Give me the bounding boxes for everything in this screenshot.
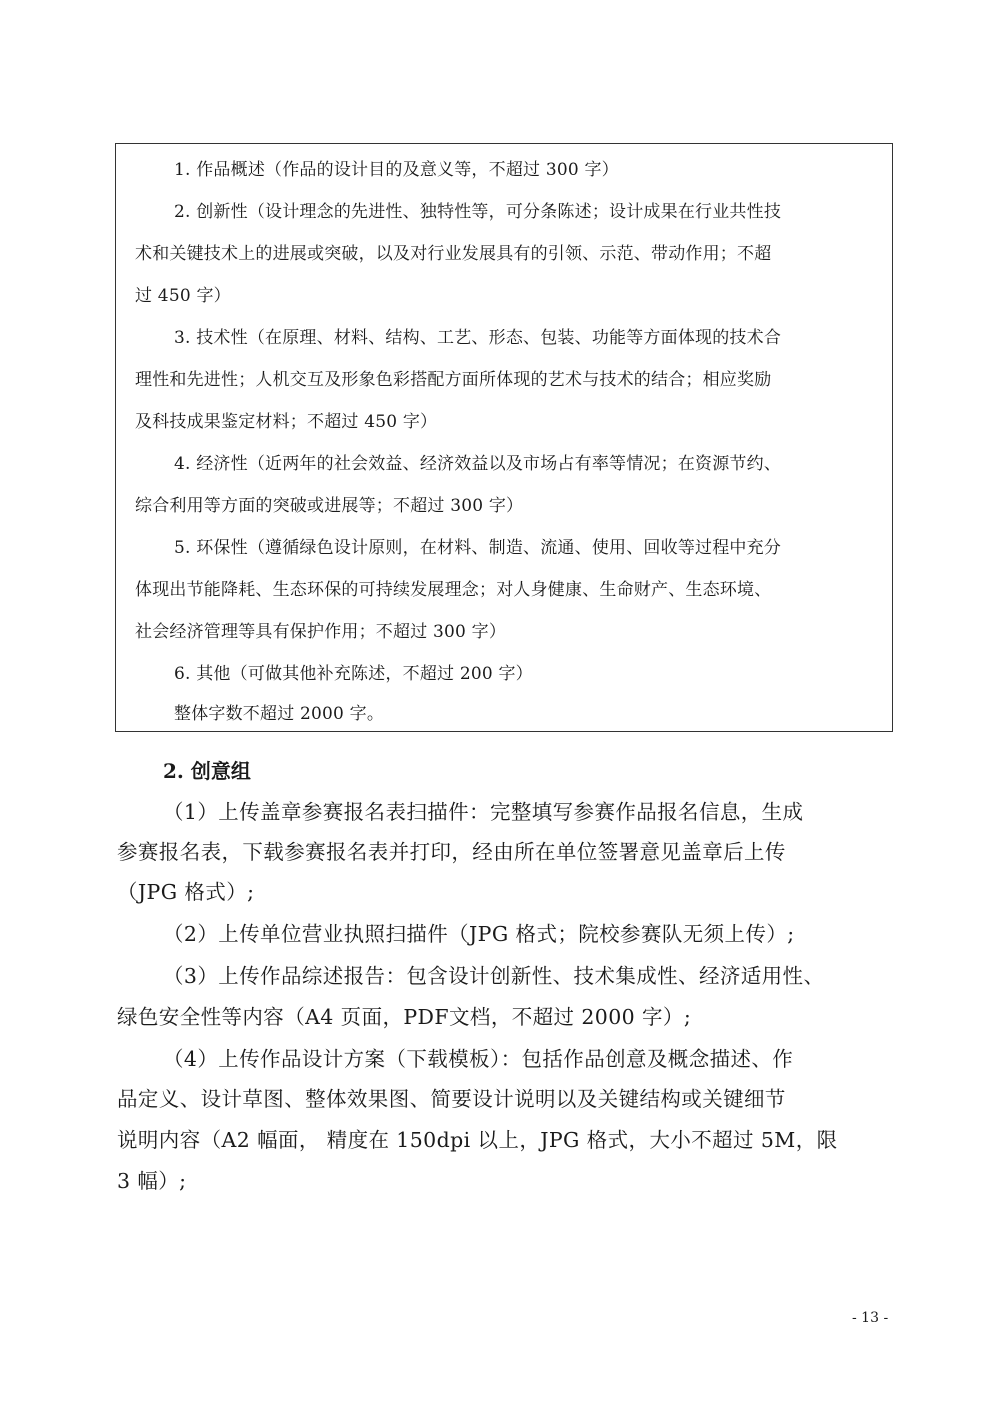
section-line-9: 说明内容（A2 幅面， 精度在 150dpi 以上，JPG 格式，大小不超过 5M，限 — [117, 1128, 838, 1152]
box-line-8: 4. 经济性（近两年的社会效益、经济效益以及市场占有率等情况；在资源节约、 — [174, 454, 782, 474]
section-line-4: （2）上传单位营业执照扫描件（JPG 格式；院校参赛队无须上传）; — [163, 922, 795, 946]
section-line-6: 绿色安全性等内容（A4 页面，PDF文档，不超过 2000 字）; — [117, 1005, 692, 1029]
section-line-3: （JPG 格式）; — [117, 880, 255, 904]
section-heading: 2. 创意组 — [163, 759, 251, 783]
section-line-2: 参赛报名表，下载参赛报名表并打印，经由所在单位签署意见盖章后上传 — [117, 840, 786, 864]
box-line-11: 体现出节能降耗、生态环保的可持续发展理念；对人身健康、生命财产、生态环境、 — [135, 580, 772, 600]
box-line-9: 综合利用等方面的突破或进展等；不超过 300 字） — [135, 496, 524, 516]
page-number: - 13 - — [852, 1310, 889, 1326]
box-line-14: 整体字数不超过 2000 字。 — [174, 704, 385, 724]
box-line-4: 过 450 字） — [135, 286, 231, 306]
box-line-2: 2. 创新性（设计理念的先进性、独特性等，可分条陈述；设计成果在行业共性技 — [174, 202, 782, 222]
section-line-10: 3 幅）; — [117, 1169, 187, 1193]
box-line-5: 3. 技术性（在原理、材料、结构、工艺、形态、包装、功能等方面体现的技术合 — [174, 328, 782, 348]
box-line-13: 6. 其他（可做其他补充陈述，不超过 200 字） — [174, 664, 533, 684]
section-line-8: 品定义、设计草图、整体效果图、简要设计说明以及关键结构或关键细节 — [117, 1087, 786, 1111]
box-line-10: 5. 环保性（遵循绿色设计原则，在材料、制造、流通、使用、回收等过程中充分 — [174, 538, 782, 558]
box-line-3: 术和关键技术上的进展或突破，以及对行业发展具有的引领、示范、带动作用；不超 — [135, 244, 772, 264]
box-line-7: 及科技成果鉴定材料；不超过 450 字） — [135, 412, 438, 432]
section-line-5: （3）上传作品综述报告：包含设计创新性、技术集成性、经济适用性、 — [163, 964, 825, 988]
box-line-12: 社会经济管理等具有保护作用；不超过 300 字） — [135, 622, 507, 642]
section-line-1: （1）上传盖章参赛报名表扫描件：完整填写参赛作品报名信息，生成 — [163, 800, 804, 824]
section-line-7: （4）上传作品设计方案（下载模板）：包括作品创意及概念描述、作 — [163, 1047, 794, 1071]
box-line-6: 理性和先进性；人机交互及形象色彩搭配方面所体现的艺术与技术的结合；相应奖励 — [135, 370, 772, 390]
box-line-1: 1. 作品概述（作品的设计目的及意义等，不超过 300 字） — [174, 160, 619, 180]
